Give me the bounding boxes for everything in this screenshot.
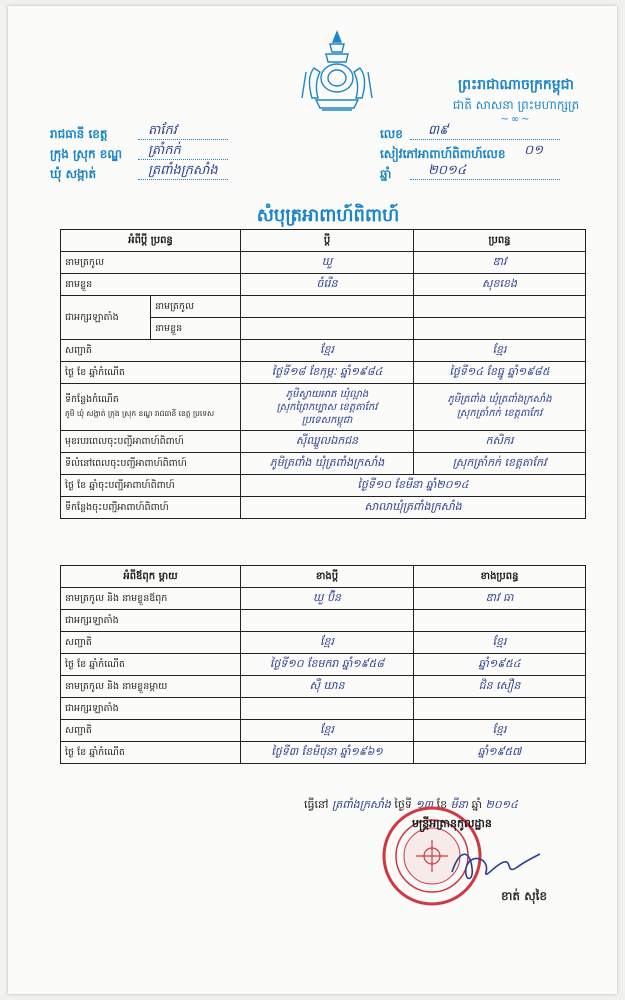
- husband-side-header: ខាងប្តី: [241, 566, 414, 588]
- husband-residence: ភូមិត្រពាំង ឃុំត្រពាំងក្រសាំង: [241, 453, 414, 475]
- mother-name-label: នាមត្រកូល និង នាមខ្លួនម្តាយ: [61, 676, 241, 698]
- province-underline: [138, 139, 228, 140]
- commune-underline: [138, 179, 228, 180]
- pob-label-cell: [61, 384, 241, 431]
- registration-place-label: ទីកន្លែងចុះបញ្ជីអាពាហ៍ពិពាហ៍: [61, 497, 241, 519]
- commune-value: ត្រពាំងក្រសាំង: [148, 163, 218, 178]
- table-row: [61, 296, 586, 318]
- husband-dob: ថ្ងៃទី១៨ ខែកុម្ភៈ ឆ្នាំ១៩៨៤: [241, 362, 414, 384]
- wife-mother-name: ជិន សឿន: [414, 676, 586, 698]
- col-husband-header: ប្តី: [241, 230, 414, 252]
- registrar-title: មន្ត្រីអត្រានុកូលដ្ឋាន: [412, 817, 492, 830]
- father-name-label: នាមត្រកូល និង នាមខ្លួនឪពុក: [61, 588, 241, 610]
- district-underline: [138, 159, 228, 160]
- wife-latin-given: [414, 318, 586, 340]
- table-row: [61, 274, 586, 296]
- registry-book-label: សៀវភៅអាពាហ៍ពិពាហ៍លេខ: [380, 147, 506, 161]
- parents-header-row: [61, 566, 586, 588]
- royal-crest-icon: [292, 28, 382, 118]
- husband-father-nationality: ខ្មែរ: [241, 632, 414, 654]
- mother-nationality-label: សញ្ជាតិ: [61, 720, 241, 742]
- wife-pob-line1: ភូមិត្រពាំង ឃុំត្រពាំងក្រសាំង: [447, 394, 552, 405]
- registration-place: សាលាឃុំត្រពាំងក្រសាំង: [241, 497, 586, 519]
- father-latin-label: ជាអក្សរឡាតាំង: [61, 610, 241, 632]
- registry-number-value: ៣៩: [428, 123, 449, 138]
- certificate-title: សំបុត្រអាពាហ៍ពិពាហ៍: [256, 205, 400, 226]
- date-month-label: ខែ: [436, 798, 448, 811]
- registry-number-underline: [410, 139, 560, 140]
- table-header-row: [61, 230, 586, 252]
- province-label: រាជធានី ខេត្ត: [50, 127, 108, 141]
- table-row: [61, 362, 586, 384]
- ornament-divider: ~∞~: [500, 114, 532, 125]
- registration-date: ថ្ងៃទី១០ ខែមីនា ឆ្នាំ២០១៤: [241, 475, 586, 497]
- father-nationality-label: សញ្ជាតិ: [61, 632, 241, 654]
- surname-label: នាមត្រកូល: [61, 252, 241, 274]
- wife-residence: ស្រុកត្រាំកក់ ខេត្តតាកែវ: [414, 453, 586, 475]
- date-day: ១៣: [415, 798, 434, 811]
- table-row: [61, 384, 586, 431]
- done-at-label: ធ្វើនៅ: [304, 798, 329, 811]
- signer-name: ខាត់ សុខៃ: [501, 889, 548, 903]
- table-row: [61, 654, 586, 676]
- registry-number-label: លេខ: [380, 127, 403, 141]
- husband-latin-given: [241, 318, 414, 340]
- province-value: តាកែវ: [148, 123, 177, 138]
- kingdom-heading: ព្រះរាជាណាចក្រកម្ពុជា: [457, 77, 574, 93]
- marriage-certificate: [8, 6, 617, 994]
- pob-sublabel: ភូមិ ឃុំ សង្កាត់ ក្រុង ស្រុក ខណ្ឌ រាជធានី ខេត្ត ប្រទេស: [65, 409, 215, 418]
- residence-label: ទីលំនៅពេលចុះបញ្ជីអាពាហ៍ពិពាហ៍: [61, 453, 241, 475]
- parents-header: អំពីឪពុក ម្តាយ: [61, 566, 241, 588]
- spouse-table: [60, 229, 586, 519]
- table-row: [61, 497, 586, 519]
- district-value: ត្រាំកក់: [148, 143, 181, 158]
- date-prefix: ថ្ងៃទី: [394, 798, 412, 811]
- mother-dob-label: ថ្ងៃ ខែ ឆ្នាំកំណើត: [61, 742, 241, 764]
- wife-mother-nationality: ខ្មែរ: [414, 720, 586, 742]
- table-row: [61, 340, 586, 362]
- date-year-label: ឆ្នាំ: [471, 798, 483, 811]
- given-name-label: នាមខ្លួន: [61, 274, 241, 296]
- registry-year-underline: [410, 179, 560, 180]
- latin-label: ជាអក្សរឡាតាំង: [61, 296, 151, 340]
- date-year: ២០១៤: [485, 798, 518, 811]
- husband-father-name: ឃួ ប៊ិន: [241, 588, 414, 610]
- district-label: ក្រុង ស្រុក ខណ្ឌ: [50, 147, 123, 161]
- registry-year-value: ២០១៤: [428, 163, 467, 178]
- table-row: [61, 252, 586, 274]
- signature-icon: [446, 838, 546, 888]
- wife-pob-line2: ស្រុកត្រាំកក់ ខេត្តតាកែវ: [456, 408, 543, 419]
- table-row: [61, 453, 586, 475]
- done-at-value: ត្រពាំងក្រសាំង: [331, 798, 391, 811]
- wife-dob: ថ្ងៃទី១៤ ខែធ្នូ ឆ្នាំ១៩៨៥: [414, 362, 586, 384]
- mother-latin-label: ជាអក្សរឡាតាំង: [61, 698, 241, 720]
- table-row: [61, 742, 586, 764]
- table-row: [61, 475, 586, 497]
- parents-table: [60, 565, 586, 764]
- pob-label: ទីកន្លែងកំណើត: [65, 394, 119, 405]
- wife-mother-latin: [414, 698, 586, 720]
- wife-side-header: ខាងប្រពន្ធ: [414, 566, 586, 588]
- wife-occupation: កសិករ: [414, 431, 586, 453]
- husband-latin-surname: [241, 296, 414, 318]
- husband-pob-line3: ប្រទេសកម្ពុជា: [301, 414, 353, 426]
- husband-mother-latin: [241, 698, 414, 720]
- wife-father-latin: [414, 610, 586, 632]
- husband-mother-nationality: ខ្មែរ: [241, 720, 414, 742]
- col-spouse-header: អំពីប្តី ប្រពន្ធ: [61, 230, 241, 252]
- husband-mother-dob: ថ្ងៃទី៣ ខែមិថុនា ឆ្នាំ១៩៦១: [241, 742, 414, 764]
- latin-given-label: នាមខ្លួន: [151, 318, 241, 340]
- husband-given-name: ចំរើន: [241, 274, 414, 296]
- col-wife-header: ប្រពន្ធ: [414, 230, 586, 252]
- table-row: [61, 720, 586, 742]
- wife-father-dob: ឆ្នាំ១៩៥៤: [414, 654, 586, 676]
- nationality-label: សញ្ជាតិ: [61, 340, 241, 362]
- national-motto: ជាតិ សាសនា ព្រះមហាក្សត្រ: [452, 98, 580, 112]
- wife-surname: ឌាវ: [414, 252, 586, 274]
- latin-surname-label: នាមត្រកូល: [151, 296, 241, 318]
- husband-surname: ឃួ: [241, 252, 414, 274]
- husband-occupation: ស៊ីឈ្នួលឯកជន: [241, 431, 414, 453]
- husband-pob-line2: ស្រុកព្រៃកប្បាស ខេត្តតាកែវ: [276, 401, 378, 413]
- father-dob-label: ថ្ងៃ ខែ ឆ្នាំកំណើត: [61, 654, 241, 676]
- husband-mother-name: ស៊ឺ ឃាន: [241, 676, 414, 698]
- table-row: [61, 698, 586, 720]
- registry-year-label: ឆ្នាំ: [380, 167, 392, 181]
- commune-label: ឃុំ សង្កាត់: [50, 167, 97, 181]
- wife-mother-dob: ឆ្នាំ១៩៥៧: [414, 742, 586, 764]
- husband-father-latin: [241, 610, 414, 632]
- husband-pob: [241, 384, 414, 431]
- date-month: មីនា: [450, 798, 469, 811]
- wife-father-nationality: ខ្មែរ: [414, 632, 586, 654]
- wife-given-name: សុខខេង: [414, 274, 586, 296]
- table-row: [61, 676, 586, 698]
- table-row: [61, 431, 586, 453]
- dob-label: ថ្ងៃ ខែ ឆ្នាំកំណើត: [61, 362, 241, 384]
- occupation-label: មុខរបរពេលចុះបញ្ជីអាពាហ៍ពិពាហ៍: [61, 431, 241, 453]
- husband-pob-line1: ភូមិស្វាយអាត ឃុំល្អាង: [285, 388, 369, 400]
- husband-nationality: ខ្មែរ: [241, 340, 414, 362]
- wife-nationality: ខ្មែរ: [414, 340, 586, 362]
- husband-father-dob: ថ្ងៃទី១០ ខែមករា ឆ្នាំ១៩៥៨: [241, 654, 414, 676]
- table-row: [61, 632, 586, 654]
- registration-date-label: ថ្ងៃ ខែ ឆ្នាំចុះបញ្ជីអាពាហ៍ពិពាហ៍: [61, 475, 241, 497]
- table-row: [61, 588, 586, 610]
- table-row: [61, 610, 586, 632]
- wife-father-name: ឌាវ ធា: [414, 588, 586, 610]
- wife-latin-surname: [414, 296, 586, 318]
- registry-book-value: ០១: [524, 143, 544, 158]
- wife-pob: [414, 384, 586, 431]
